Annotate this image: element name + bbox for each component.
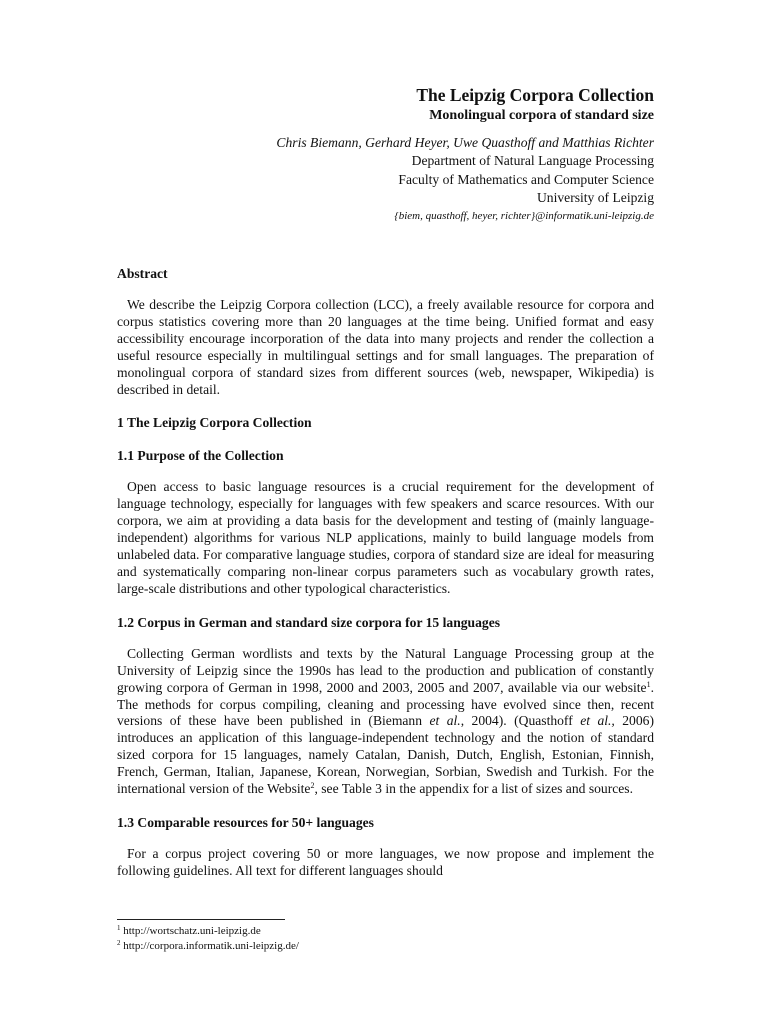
- section-1-2-text-part: Collecting German wordlists and texts by the Natural Language Processing group at the University of Leipzig since the 1990s has lead to the production and publication of constantly growing corpora of German in 1998, 2000 and 2003, 2005 and 2007, available via our website: [117, 645, 654, 695]
- footnote-ref-2: 2: [310, 781, 315, 791]
- section-1-2-text-part: , 2004). (Quasthoff: [460, 713, 581, 729]
- footnote-1: [117, 924, 654, 939]
- paper-header: [117, 84, 654, 225]
- footnote-link[interactable]: http://corpora.informatik.uni-leipzig.de/: [123, 940, 299, 952]
- footnote-2: [117, 939, 654, 954]
- author-emails: {biem, quasthoff, heyer, richter}@informatik.uni-leipzig.de: [394, 209, 654, 222]
- et-al-citation: et al.: [429, 713, 461, 729]
- section-1-3-text: For a corpus project covering 50 or more languages, we now propose and implement the following guidelines. All text for different languages should: [117, 845, 654, 878]
- section-1-2-text: [117, 646, 654, 798]
- affiliation-department: Department of Natural Language Processing: [411, 153, 654, 168]
- paper-subtitle: Monolingual corpora of standard size: [429, 108, 654, 123]
- section-1-2-text-part: , see Table 3 in the appendix for a list of sizes and sources.: [314, 781, 633, 797]
- paper-body: [117, 265, 654, 880]
- section-1-2-text-part: . The methods for corpus compiling, cleaning and processing have evolved since then, recent versions of these have been published in (Biemann: [117, 679, 654, 729]
- footnote-link[interactable]: http://wortschatz.uni-leipzig.de: [123, 925, 261, 937]
- affiliation-university: University of Leipzig: [536, 190, 654, 205]
- paper-title: The Leipzig Corpora Collection: [416, 85, 654, 105]
- footnote-number: 2: [117, 939, 121, 947]
- section-1-heading: 1 The Leipzig Corpora Collection: [117, 415, 312, 431]
- footnotes: [117, 924, 654, 954]
- footnote-number: 1: [117, 924, 121, 932]
- author-list: Chris Biemann, Gerhard Heyer, Uwe Quasthoff and Matthias Richter: [276, 135, 654, 150]
- section-1-2-heading: 1.2 Corpus in German and standard size corpora for 15 languages: [117, 614, 501, 630]
- abstract-heading: Abstract: [117, 266, 168, 281]
- section-1-1-heading: 1.1 Purpose of the Collection: [117, 448, 284, 464]
- section-1-2-text-part: 2006) introduces an application of this language-independent technology and the notion of standard sized corpora for 15 languages, namely Catalan, Danish, Dutch, English, Estonian, Finnish, French, German, Italian, Japanese, Korean, Norwegian, Sorbian, Swedish and Turkish. For the international version of the Website: [117, 713, 654, 797]
- footnote-divider: [117, 919, 285, 920]
- affiliation-faculty: Faculty of Mathematics and Computer Science: [398, 171, 654, 187]
- et-al-citation: et al.,: [580, 713, 615, 729]
- abstract-text: We describe the Leipzig Corpora collection (LCC), a freely available resource for corpora and corpus statistics covering more than 20 languages at the time being. Unified format and easy accessibility encourage incorporation of the data into many projects and render the collection a useful resource especially in multilingual settings and for small languages. The preparation of monolingual corpora of standard sizes from different sources (web, newspaper, Wikipedia) is described in detail.: [117, 297, 654, 397]
- section-1-3-heading: 1.3 Comparable resources for 50+ languages: [117, 814, 374, 830]
- footnote-ref-1: 1: [646, 679, 651, 689]
- section-1-1-text: Open access to basic language resources is a crucial requirement for the development of language technology, especially for languages with few speakers and scarce resources. With our corpora, we aim at providing a data basis for the development and testing of (mainly language-independent) algorithms for various NLP applications, mainly to build language models from unlabeled data. For comparative language studies, corpora of standard size are ideal for measuring and systematically comparing non-linear corpus parameters such as vocabulary growth rates, large-scale distributions and other typological characteristics.: [117, 479, 654, 596]
